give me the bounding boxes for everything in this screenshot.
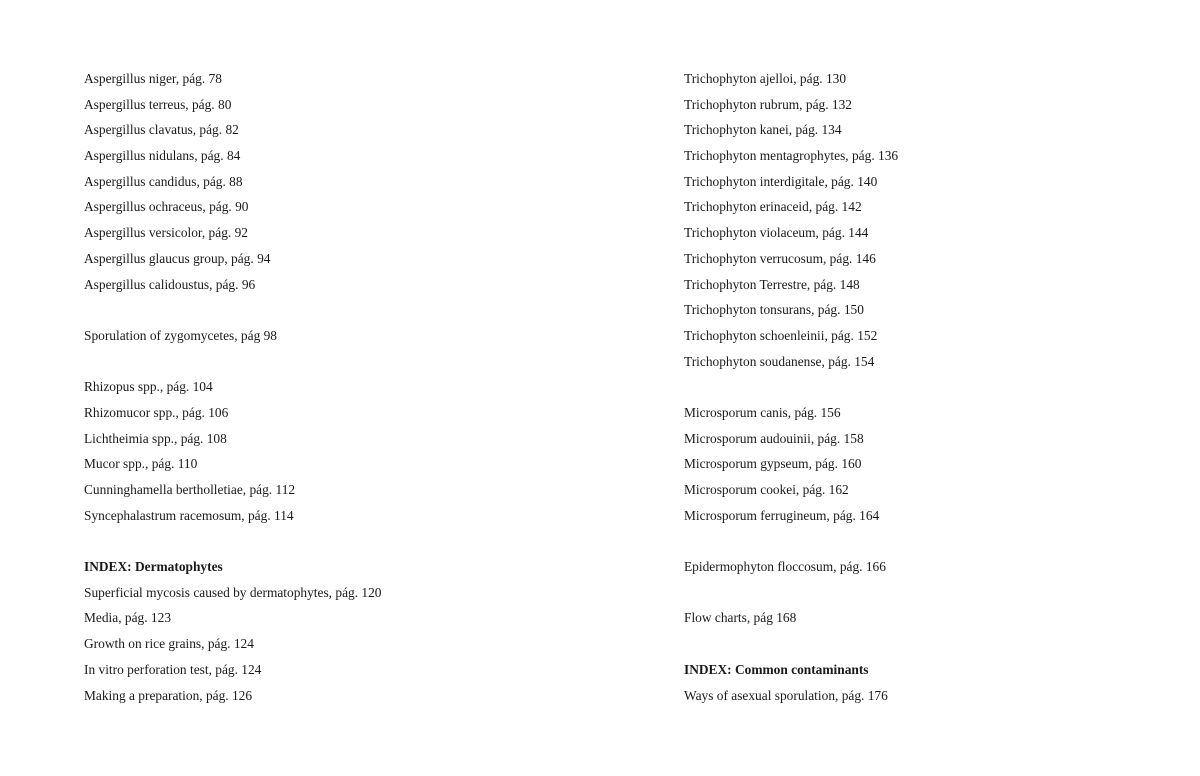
index-right-column [684, 66, 1164, 708]
index-entry: Sporulation of zygomycetes, pág 98 [84, 327, 278, 343]
index-entry: Rhizomucor spp., pág. 106 [84, 404, 229, 420]
index-entry: Trichophyton kanei, pág. 134 [684, 122, 842, 138]
index-entry: Trichophyton schoenleinii, pág. 152 [684, 327, 878, 343]
blank-line [684, 528, 1164, 554]
index-entry: Microsporum audouinii, pág. 158 [684, 430, 864, 446]
blank-line [84, 349, 584, 375]
index-entry: Trichophyton verrucosum, pág. 146 [684, 250, 876, 266]
index-entry: Syncephalastrum racemosum, pág. 114 [84, 507, 294, 523]
index-entry: Flow charts, pág 168 [684, 610, 797, 626]
index-entry: Trichophyton soudanense, pág. 154 [684, 353, 875, 369]
index-entry: Trichophyton ajelloi, pág. 130 [684, 71, 847, 86]
blank-line [684, 580, 1164, 606]
index-left-column [84, 66, 584, 708]
index-entry: Microsporum gypseum, pág. 160 [684, 456, 862, 472]
index-entry: Trichophyton violaceum, pág. 144 [684, 225, 869, 241]
index-entry: Media, pág. 123 [84, 610, 172, 626]
index-entry: Ways of asexual sporulation, pág. 176 [684, 687, 888, 703]
index-entry: Epidermophyton floccosum, pág. 166 [684, 559, 886, 575]
index-entry: Trichophyton mentagrophytes, pág. 136 [684, 148, 899, 164]
index-entry: In vitro perforation test, pág. 124 [84, 661, 262, 677]
index-entry: Aspergillus nidulans, pág. 84 [84, 148, 241, 164]
index-entry: Lichtheimia spp., pág. 108 [84, 430, 227, 446]
index-entry: Aspergillus niger, pág. 78 [84, 71, 222, 86]
index-entry: Cunninghamella bertholletiae, pág. 112 [84, 482, 296, 497]
blank-line [684, 631, 1164, 657]
index-entry: Trichophyton Terrestre, pág. 148 [684, 276, 860, 292]
index-entry: Aspergillus ochraceus, pág. 90 [84, 199, 249, 215]
blank-line [684, 374, 1164, 400]
index-section-heading: INDEX: Dermatophytes [84, 559, 223, 575]
index-entry: Aspergillus calidoustus, pág. 96 [84, 276, 256, 292]
index-entry: Microsporum canis, pág. 156 [684, 404, 841, 420]
index-entry: Trichophyton erinaceid, pág. 142 [684, 199, 862, 215]
index-entry: Aspergillus glaucus group, pág. 94 [84, 250, 271, 266]
index-entry: Microsporum cookei, pág. 162 [684, 482, 849, 497]
index-entry: Aspergillus candidus, pág. 88 [84, 173, 243, 189]
index-entry: Microsporum ferrugineum, pág. 164 [684, 507, 880, 523]
blank-line [84, 297, 584, 323]
index-entry: Making a preparation, pág. 126 [84, 687, 253, 703]
index-entry: Trichophyton rubrum, pág. 132 [684, 96, 852, 112]
blank-line [84, 528, 584, 554]
index-entry: Rhizopus spp., pág. 104 [84, 379, 213, 395]
index-entry: Trichophyton tonsurans, pág. 150 [684, 302, 864, 318]
index-entry: Mucor spp., pág. 110 [84, 456, 198, 472]
index-entry: Aspergillus terreus, pág. 80 [84, 96, 232, 112]
index-entry: Growth on rice grains, pág. 124 [84, 636, 254, 652]
index-entry: Aspergillus versicolor, pág. 92 [84, 225, 248, 241]
index-entry: Trichophyton interdigitale, pág. 140 [684, 173, 878, 189]
index-entry: Superficial mycosis caused by dermatophytes, pág. 120 [84, 584, 382, 600]
index-entry: Aspergillus clavatus, pág. 82 [84, 122, 239, 138]
index-section-heading: INDEX: Common contaminants [684, 661, 869, 677]
